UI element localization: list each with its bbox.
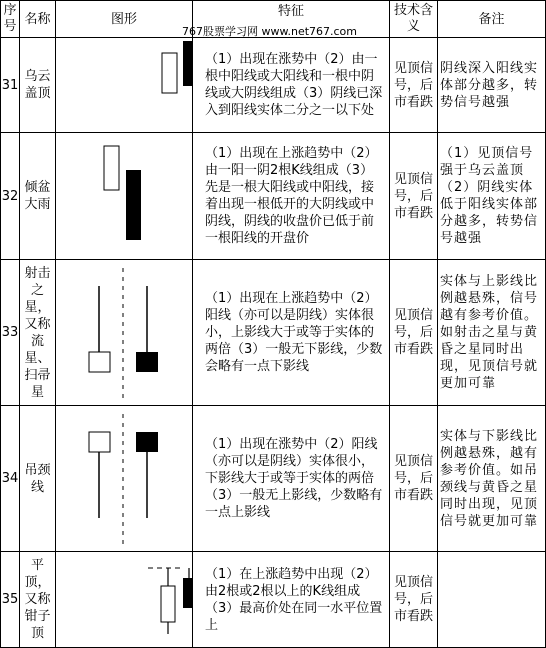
row-number: 34	[1, 406, 20, 552]
pattern-name: 倾盆大雨	[20, 133, 56, 260]
pattern-feature: （1）出现在涨势中（2）阳线（亦可以是阴线）实体很小，下影线大于或等于实体的两倍（3）一般无上影线，少数略有一点上影线	[193, 406, 390, 552]
pattern-signal: 见顶信号，后市看跌	[390, 38, 438, 133]
candlestick-figure	[56, 38, 193, 132]
pattern-note	[438, 552, 546, 648]
yang-candle	[161, 586, 175, 622]
pattern-note: 实体与上影线比例越悬殊，信号越有参考价值。如射击之星与黄昏之星同时出现，见顶信号就更加可靠	[438, 260, 546, 406]
yin-candle	[136, 352, 158, 372]
row-number: 33	[1, 260, 20, 406]
pattern-signal: 见顶信号，后市看跌	[390, 406, 438, 552]
pattern-figure	[56, 552, 193, 648]
pattern-name: 平顶，又称钳子顶	[20, 552, 56, 648]
pattern-figure	[56, 260, 193, 406]
pattern-signal: 见顶信号，后市看跌	[390, 133, 438, 260]
yin-candle	[183, 41, 193, 86]
row-number: 35	[1, 552, 20, 648]
yin-candle	[136, 432, 158, 452]
pattern-name: 乌云盖顶	[20, 38, 56, 133]
pattern-note: （1）见顶信号强于乌云盖顶（2）阴线实体低于阳线实体部分越多，转势信号越强	[438, 133, 546, 260]
row-number: 32	[1, 133, 20, 260]
table-row	[1, 260, 546, 406]
table-row	[1, 38, 546, 133]
header-feature-label: 特征	[277, 4, 304, 19]
yin-candle	[183, 578, 193, 608]
watermark: 767股票学习网 www.net767.com	[182, 25, 358, 38]
candlestick-figure	[56, 552, 193, 647]
pattern-feature: （1）出现在涨势中（2）由一根中阳线或大阳线和一根中阴线或大阴线组成（3）阴线已深入到阳线实体二分之一以下处	[193, 38, 390, 133]
yang-candle	[89, 432, 110, 452]
row-number: 31	[1, 38, 20, 133]
header-signal: 技术含义	[390, 1, 438, 38]
table-row	[1, 552, 546, 648]
table-row	[1, 406, 546, 552]
pattern-name: 射击之星，又称流星、扫帚星	[20, 260, 56, 406]
header-no: 序号	[1, 1, 20, 38]
table-row	[1, 133, 546, 260]
header-note: 备注	[438, 1, 546, 38]
pattern-signal: 见顶信号，后市看跌	[390, 260, 438, 406]
candlestick-figure	[56, 260, 193, 405]
pattern-signal: 见顶信号，后市看跌	[390, 552, 438, 648]
header-name: 名称	[20, 1, 56, 38]
candlestick-figure	[56, 133, 193, 259]
pattern-feature: （1）在上涨趋势中出现（2）由2根或2根以上的K线组成（3）最高价处在同一水平位置上	[193, 552, 390, 648]
yang-candle	[104, 146, 119, 190]
yang-candle	[162, 53, 177, 93]
pattern-figure	[56, 38, 193, 133]
yang-candle	[89, 352, 110, 372]
pattern-feature: （1）出现在上涨趋势中（2）由一阳一阴2根K线组成（3）先是一根大阳线或中阳线，接着出现一根低开的大阴线或中阴线，阴线的收盘价已低于前一根阳线的开盘价	[193, 133, 390, 260]
pattern-feature: （1）出现在上涨趋势中（2）阳线（亦可以是阴线）实体很小，上影线大于或等于实体的两倍（3）一般无下影线，少数会略有一点下影线	[193, 260, 390, 406]
yin-candle	[126, 170, 141, 240]
pattern-name: 吊颈线	[20, 406, 56, 552]
header-figure: 图形	[56, 1, 193, 38]
pattern-figure	[56, 133, 193, 260]
pattern-note: 阴线深入阳线实体部分越多，转势信号越强	[438, 38, 546, 133]
pattern-figure	[56, 406, 193, 552]
pattern-note: 实体与下影线比例越悬殊，越有参考价值。如吊颈线与黄昏之星同时出现，见顶信号就更加可靠	[438, 406, 546, 552]
candlestick-figure	[56, 406, 193, 551]
